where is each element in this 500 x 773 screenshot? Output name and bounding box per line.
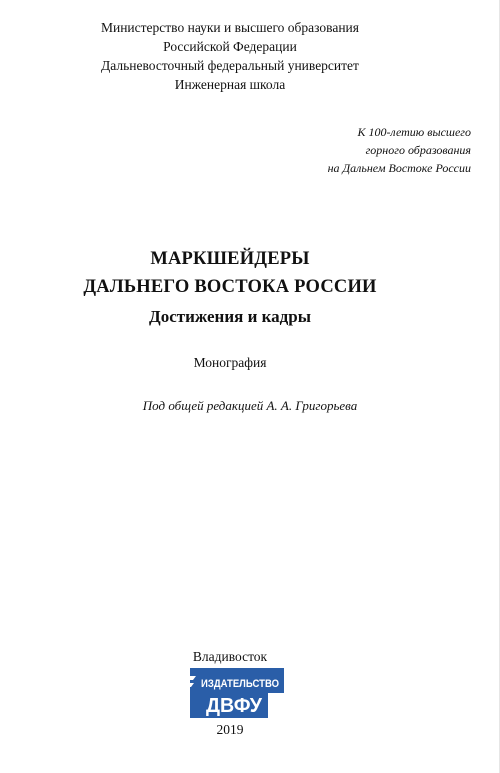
dedication-line-3: на Дальнем Востоке России	[327, 161, 471, 175]
publication-year: 2019	[216, 722, 244, 737]
book-title	[0, 245, 460, 301]
document-type: Монография	[193, 355, 267, 370]
editor-credit: Под общей редакцией А. А. Григорьева	[142, 398, 358, 413]
book-subtitle: Достижения и кадры	[149, 307, 311, 326]
dedication	[328, 123, 471, 177]
institution-header	[0, 18, 460, 94]
publisher-logo	[180, 668, 284, 718]
dedication-line-2: горного образования	[365, 143, 471, 157]
dedication-line-1: К 100-летию высшего	[357, 125, 471, 139]
header-line-country: Российской Федерации	[163, 39, 297, 54]
header-line-ministry: Министерство науки и высшего образования	[100, 20, 359, 35]
header-line-university: Дальневосточный федеральный университет	[101, 58, 359, 73]
publisher-city: Владивосток	[192, 649, 268, 664]
logo-text-dvfu: ДВФУ	[206, 695, 263, 717]
book-title-line-1: МАРКШЕЙДЕРЫ	[150, 249, 310, 269]
logo-text-publishing: ИЗДАТЕЛЬСТВО	[201, 678, 280, 690]
book-title-line-2: ДАЛЬНЕГО ВОСТОКА РОССИИ	[83, 277, 377, 297]
header-line-school: Инженерная школа	[174, 77, 286, 92]
